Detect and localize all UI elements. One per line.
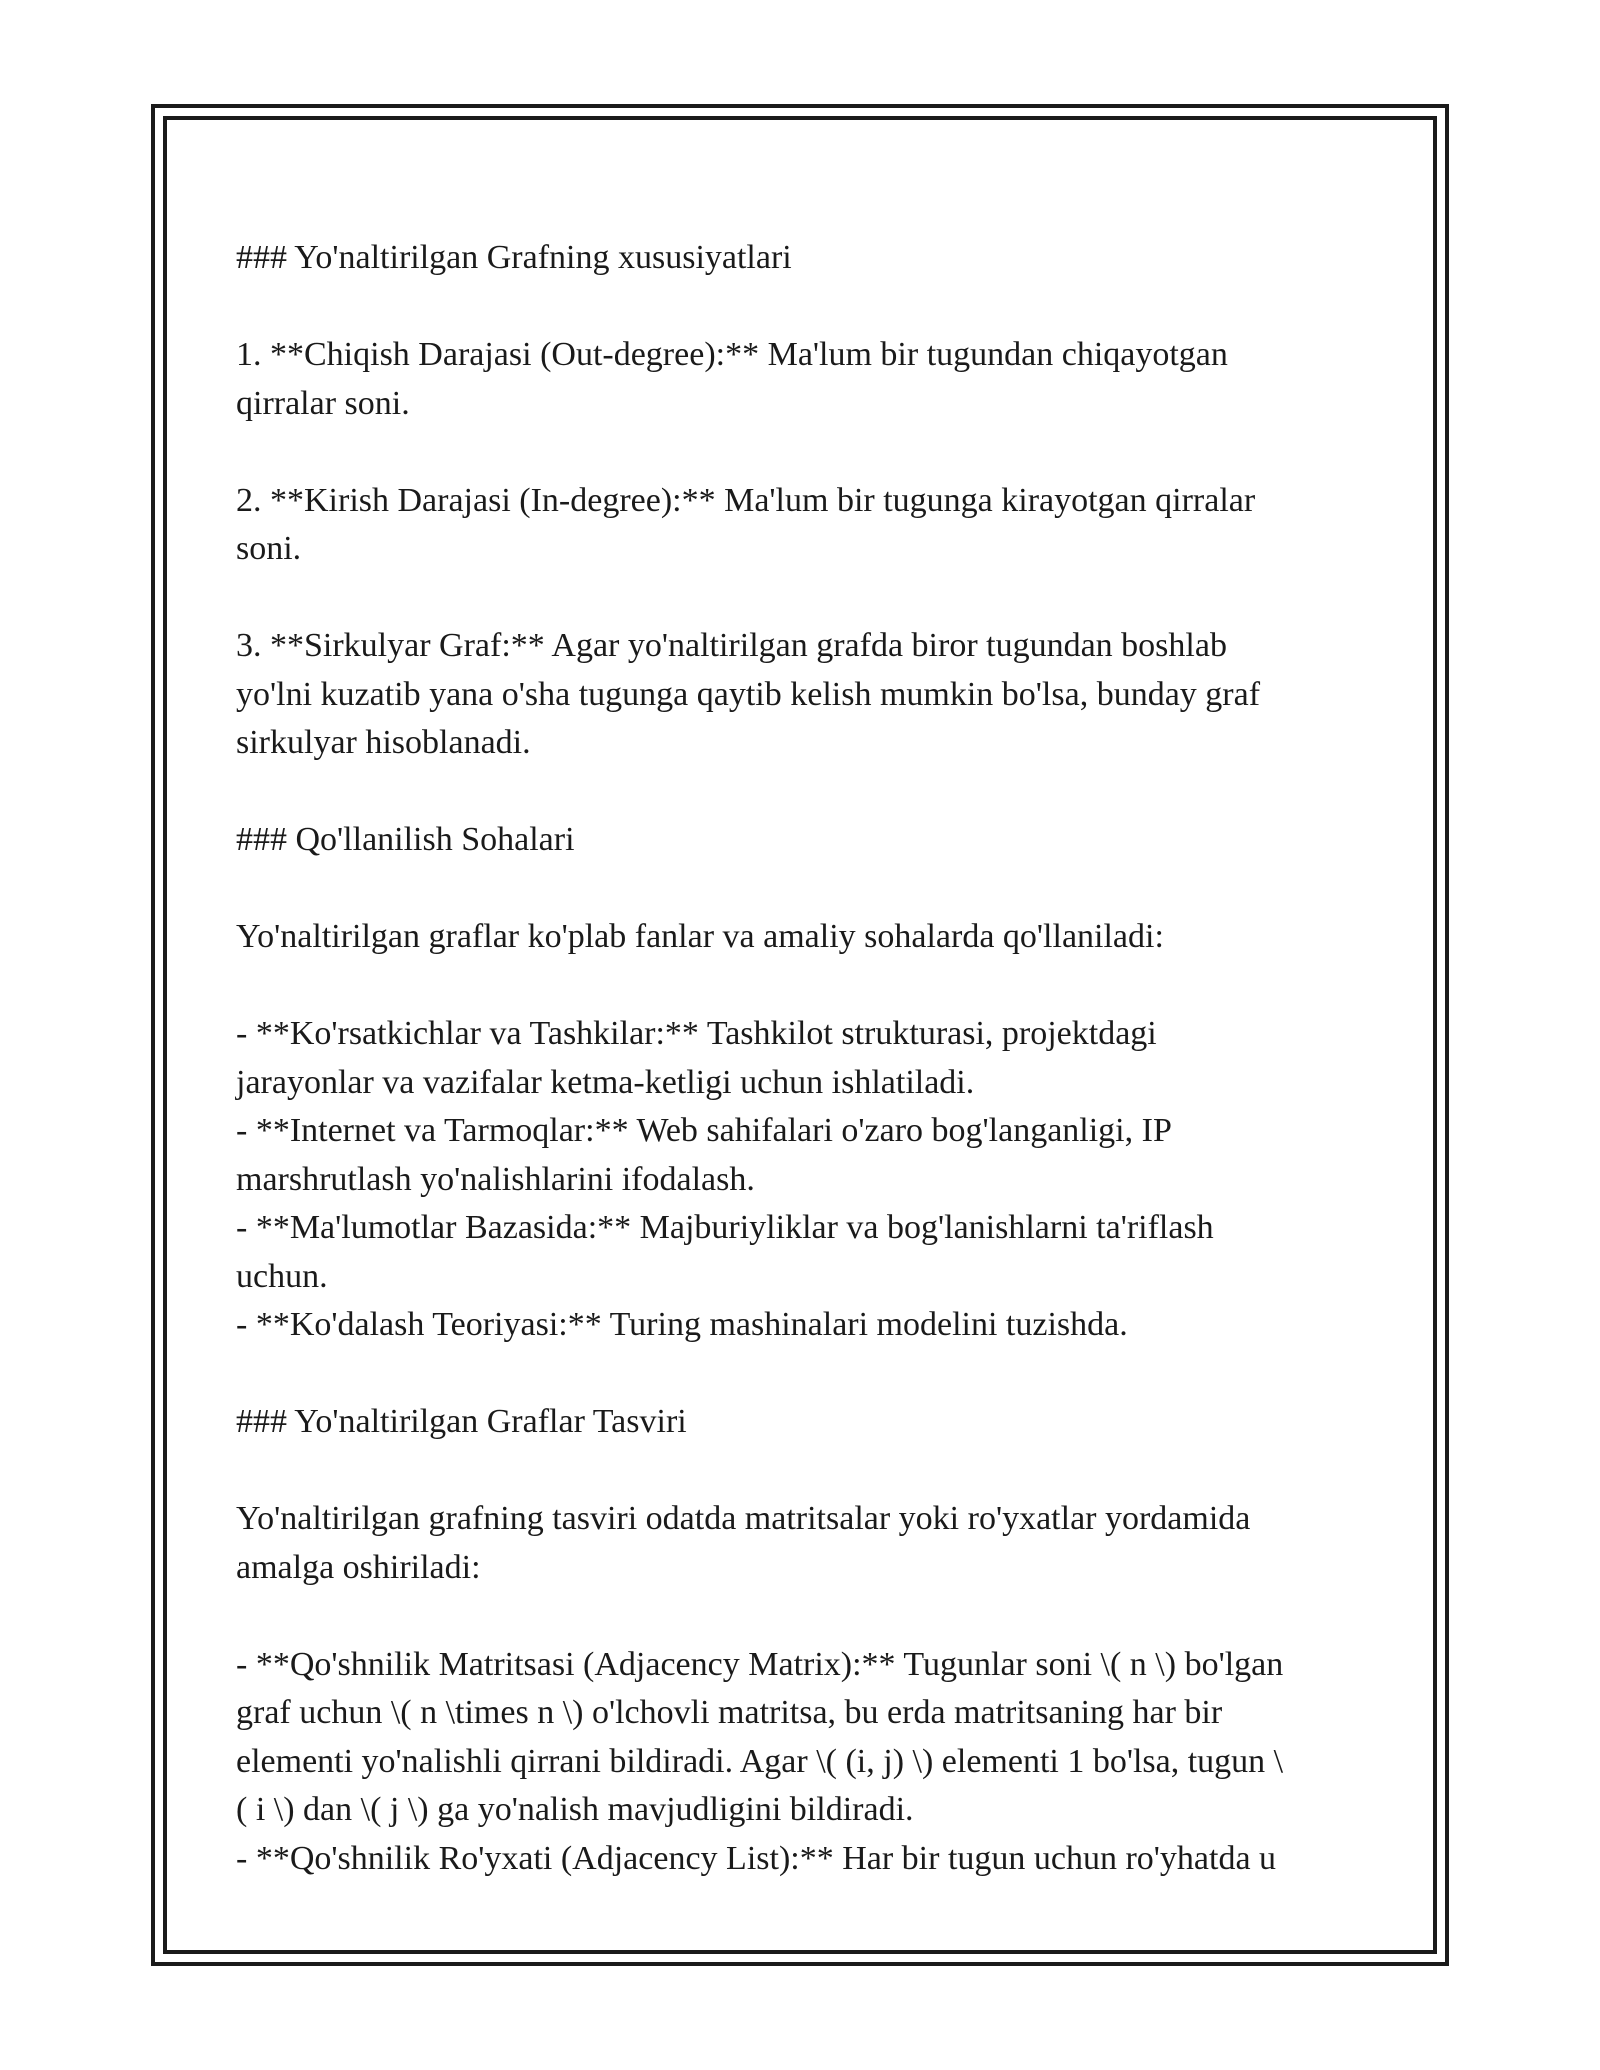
heading-properties: ### Yo'naltirilgan Grafning xususiyatlari bbox=[236, 239, 792, 276]
list-item-line: jarayonlar va vazifalar ketma-ketligi uchun ishlatiladi. bbox=[236, 1063, 975, 1101]
list-item-line: marshrutlash yo'nalishlarini ifodalash. bbox=[236, 1160, 755, 1198]
text-line: Yo'naltirilgan graflar ko'plab fanlar va amaliy sohalarda qo'llaniladi: bbox=[236, 918, 1164, 955]
text-line: yo'lni kuzatib yana o'sha tugunga qaytib kelish mumkin bo'lsa, bunday graf bbox=[236, 675, 1261, 713]
blank-line bbox=[236, 283, 1376, 332]
blank-line bbox=[236, 962, 1376, 1011]
text-line: qirralar soni. bbox=[236, 384, 410, 422]
list-item-line: - **Ma'lumotlar Bazasida:** Majburiyliklar va bog'lanishlarni ta'riflash bbox=[236, 1209, 1214, 1246]
text-line: amalga oshiriladi: bbox=[236, 1548, 481, 1586]
blank-line bbox=[236, 574, 1376, 623]
list-item-line: elementi yo'nalishli qirrani bildiradi. Agar \( (i, j) \) elementi 1 bo'lsa, tugun \ bbox=[236, 1742, 1284, 1780]
text-line: 3. **Sirkulyar Graf:** Agar yo'naltirilgan grafda biror tugundan boshlab bbox=[236, 627, 1227, 664]
text-line: soni. bbox=[236, 530, 302, 567]
list-item-line: - **Ko'dalash Teoriyasi:** Turing mashinalari modelini tuzishda. bbox=[236, 1306, 1128, 1343]
list-item-line: - **Internet va Tarmoqlar:** Web sahifalari o'zaro bog'langanligi, IP bbox=[236, 1112, 1172, 1149]
list-item-line: uchun. bbox=[236, 1257, 328, 1295]
heading-representation: ### Yo'naltirilgan Graflar Tasviri bbox=[236, 1403, 687, 1440]
blank-line bbox=[236, 865, 1376, 914]
list-item-line: - **Qo'shnilik Ro'yxati (Adjacency List):** Har bir tugun uchun ro'yhatda u bbox=[236, 1839, 1277, 1877]
list-item-line: ( i \) dan \( j \) ga yo'nalish mavjudligini bildiradi. bbox=[236, 1791, 914, 1828]
blank-line bbox=[236, 768, 1376, 817]
list-item-line: - **Ko'rsatkichlar va Tashkilar:** Tashkilot strukturasi, projektdagi bbox=[236, 1015, 1157, 1052]
blank-line bbox=[236, 1592, 1376, 1641]
heading-applications: ### Qo'llanilish Sohalari bbox=[236, 821, 575, 858]
text-line: 2. **Kirish Darajasi (In-degree):** Ma'lum bir tugunga kirayotgan qirralar bbox=[236, 481, 1256, 519]
text-line: sirkulyar hisoblanadi. bbox=[236, 724, 531, 761]
blank-line bbox=[236, 1350, 1376, 1399]
list-item-line: graf uchun \( n \times n \) o'lchovli matritsa, bu erda matritsaning har bir bbox=[236, 1694, 1223, 1731]
list-item-line: - **Qo'shnilik Matritsasi (Adjacency Matrix):** Tugunlar soni \( n \) bo'lgan bbox=[236, 1645, 1284, 1683]
blank-line bbox=[236, 428, 1376, 477]
blank-line bbox=[236, 1447, 1376, 1496]
text-line: Yo'naltirilgan grafning tasviri odatda matritsalar yoki ro'yxatlar yordamida bbox=[236, 1500, 1251, 1537]
document-body bbox=[236, 234, 1376, 1883]
text-line: 1. **Chiqish Darajasi (Out-degree):** Ma'lum bir tugundan chiqayotgan bbox=[236, 336, 1228, 373]
